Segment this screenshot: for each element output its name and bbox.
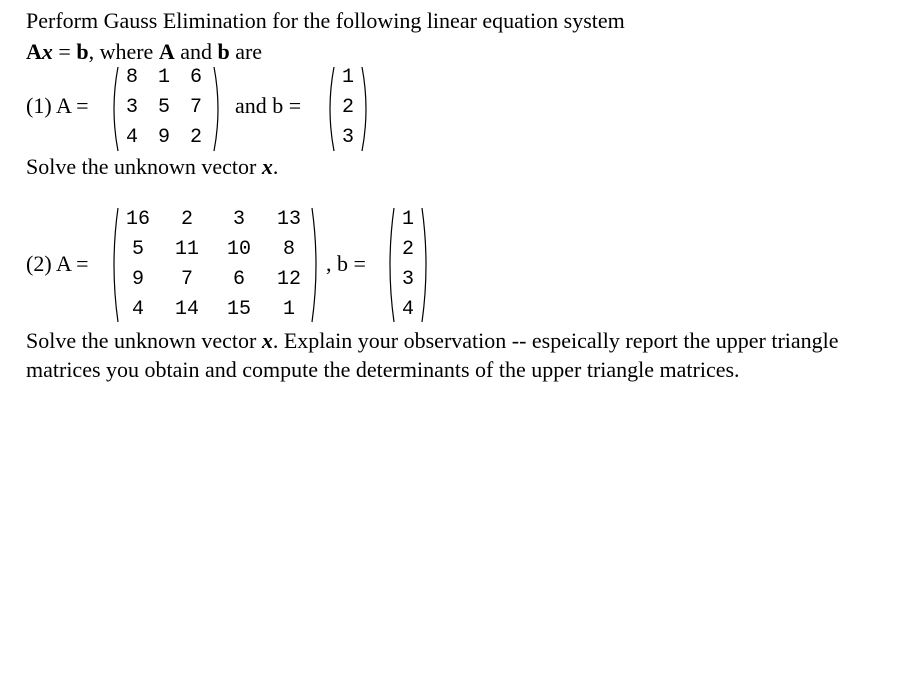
matrix-cell: 15: [226, 298, 251, 321]
matrix-A-symbol-2: A: [158, 39, 175, 64]
vector-cell: 1: [401, 208, 414, 231]
problem2-b-label: , b =: [326, 251, 366, 276]
vector-cell: 3: [341, 126, 354, 149]
matrix-cell: 3: [232, 208, 245, 231]
matrix-cell: 14: [174, 298, 199, 321]
vector-cell: 2: [341, 96, 354, 119]
problem2-instruction: [26, 326, 866, 384]
matrix-cell: 13: [276, 208, 301, 231]
matrix-cell: 4: [131, 298, 144, 321]
problem2-vector-b: [384, 205, 432, 325]
matrix-cell: 6: [189, 66, 202, 89]
matrix-cell: 1: [282, 298, 295, 321]
matrix-cell: 9: [131, 268, 144, 291]
matrix-cell: 11: [174, 238, 199, 261]
vector-b-symbol: b: [76, 39, 89, 64]
where-text: , where: [88, 39, 159, 64]
matrix-cell: 12: [276, 268, 301, 291]
vector-x-symbol: x: [41, 39, 53, 64]
matrix-cell: 9: [157, 126, 170, 149]
matrix-cell: 3: [125, 96, 138, 119]
problem1-label: (1) A =: [26, 93, 89, 118]
instruction-suffix: .: [272, 154, 279, 179]
problem2-label: (2) A =: [26, 251, 89, 276]
problem1-instruction: [26, 154, 278, 180]
matrix-cell: 16: [125, 208, 150, 231]
vector-cell: 4: [401, 298, 414, 321]
problem1-b-label: and b =: [235, 93, 302, 118]
matrix-cell: 7: [180, 268, 193, 291]
instruction-suffix: . Explain your observation -- espeically report the upper triangle matrices you obtain and compute the determinants of the upper triangle matrices.: [26, 328, 839, 382]
matrix-cell: 5: [131, 238, 144, 261]
vector-x-symbol: x: [261, 154, 273, 179]
matrix-cell: 2: [180, 208, 193, 231]
vector-cell: 3: [401, 268, 414, 291]
matrix-cell: 2: [189, 126, 202, 149]
vector-cell: 2: [401, 238, 414, 261]
matrix-cell: 8: [282, 238, 295, 261]
matrix-cell: 8: [125, 66, 138, 89]
matrix-cell: 5: [157, 96, 170, 119]
vector-cell: 1: [341, 66, 354, 89]
equation-statement: [26, 39, 262, 65]
matrix-cell: 6: [232, 268, 245, 291]
vector-x-symbol: x: [261, 328, 273, 353]
instruction-text: Solve the unknown vector: [26, 154, 262, 179]
matrix-cell: 1: [157, 66, 170, 89]
matrix-cell: 10: [226, 238, 251, 261]
problem1-vector-b: [324, 64, 372, 154]
matrix-cell: 4: [125, 126, 138, 149]
problem2-matrix-A: [108, 205, 322, 325]
equals-sign: =: [52, 39, 77, 64]
intro-line: Perform Gauss Elimination for the following linear equation system: [26, 8, 625, 33]
problem1-matrix-A: [108, 64, 224, 154]
matrix-A-symbol: A: [26, 39, 42, 64]
are-text: are: [229, 39, 263, 64]
instruction-text: Solve the unknown vector: [26, 328, 262, 353]
vector-b-symbol-2: b: [217, 39, 230, 64]
matrix-cell: 7: [189, 96, 202, 119]
and-text: and: [174, 39, 218, 64]
